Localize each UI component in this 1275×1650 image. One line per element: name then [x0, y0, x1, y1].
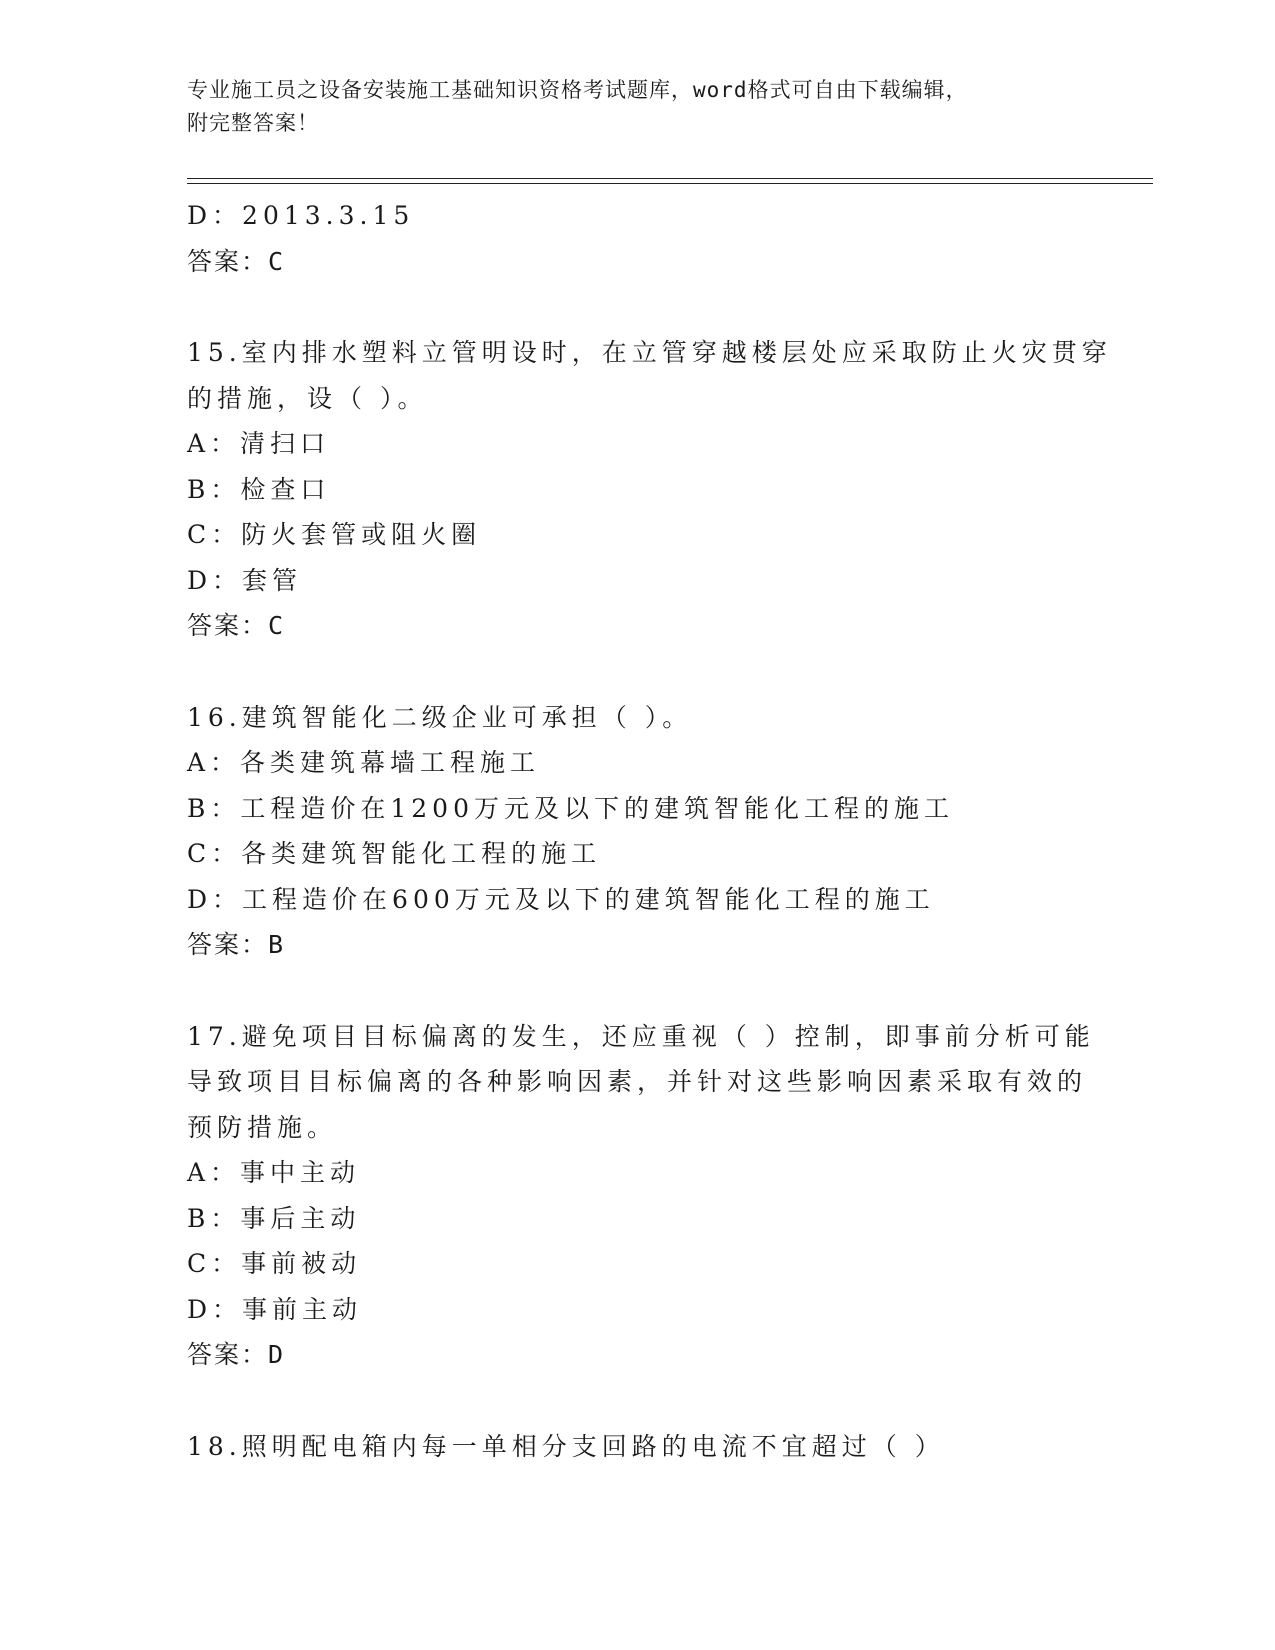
spacer [187, 1378, 1087, 1424]
question-17 [187, 1014, 1095, 1378]
option-c: C：各类建筑智能化工程的施工 [187, 839, 602, 868]
header-line-2: 附完整答案！ [187, 111, 319, 135]
question-stem: 15.室内排水塑料立管明设时，在立管穿越楼层处应采取防止火灾贯穿 [187, 338, 1112, 367]
question-stem: 17.避免项目目标偏离的发生，还应重视（ ）控制，即事前分析可能 [187, 1021, 1095, 1051]
option-b: B：工程造价在1200万元及以下的建筑智能化工程的施工 [187, 793, 954, 823]
option-b: B：事后主动 [187, 1203, 361, 1233]
document-header [187, 74, 1087, 140]
option-c: C：防火套管或阻火圈 [187, 520, 482, 549]
question-18 [187, 1424, 1087, 1470]
question-stem: 16.建筑智能化二级企业可承担（ ）。 [187, 702, 693, 732]
header-line-1: 专业施工员之设备安装施工基础知识资格考试题库，word格式可自由下载编辑， [187, 78, 968, 102]
question-16 [187, 695, 1087, 968]
question-list [187, 193, 1112, 1469]
option-d: D：2013.3.15 [187, 201, 415, 230]
answer: 答案：B [187, 930, 286, 959]
option-a: A：事中主动 [187, 1158, 361, 1187]
option-d: D：套管 [187, 565, 303, 595]
question-stem: 导致项目目标偏离的各种影响因素，并针对这些影响因素采取有效的 [187, 1067, 1088, 1096]
previous-question-tail [187, 193, 1087, 284]
question-stem: 18.照明配电箱内每一单相分支回路的电流不宜超过（ ） [187, 1431, 945, 1461]
spacer [187, 968, 1087, 1014]
header-rule-top [187, 178, 1153, 179]
spacer [187, 284, 1087, 330]
answer: 答案：C [187, 246, 286, 276]
option-d: D：工程造价在600万元及以下的建筑智能化工程的施工 [187, 884, 935, 914]
header-rule-bottom [187, 183, 1153, 184]
answer: 答案：C [187, 611, 286, 640]
option-d: D：事前主动 [187, 1294, 363, 1324]
answer: 答案：D [187, 1340, 286, 1369]
option-b: B：检查口 [187, 474, 331, 504]
option-a: A：清扫口 [187, 429, 331, 458]
spacer [187, 649, 1087, 695]
question-15 [187, 330, 1112, 649]
option-a: A：各类建筑幕墙工程施工 [187, 748, 541, 777]
option-c: C：事前被动 [187, 1249, 362, 1278]
question-stem: 预防措施。 [187, 1112, 338, 1142]
question-stem: 的措施，设（ ）。 [187, 383, 428, 413]
